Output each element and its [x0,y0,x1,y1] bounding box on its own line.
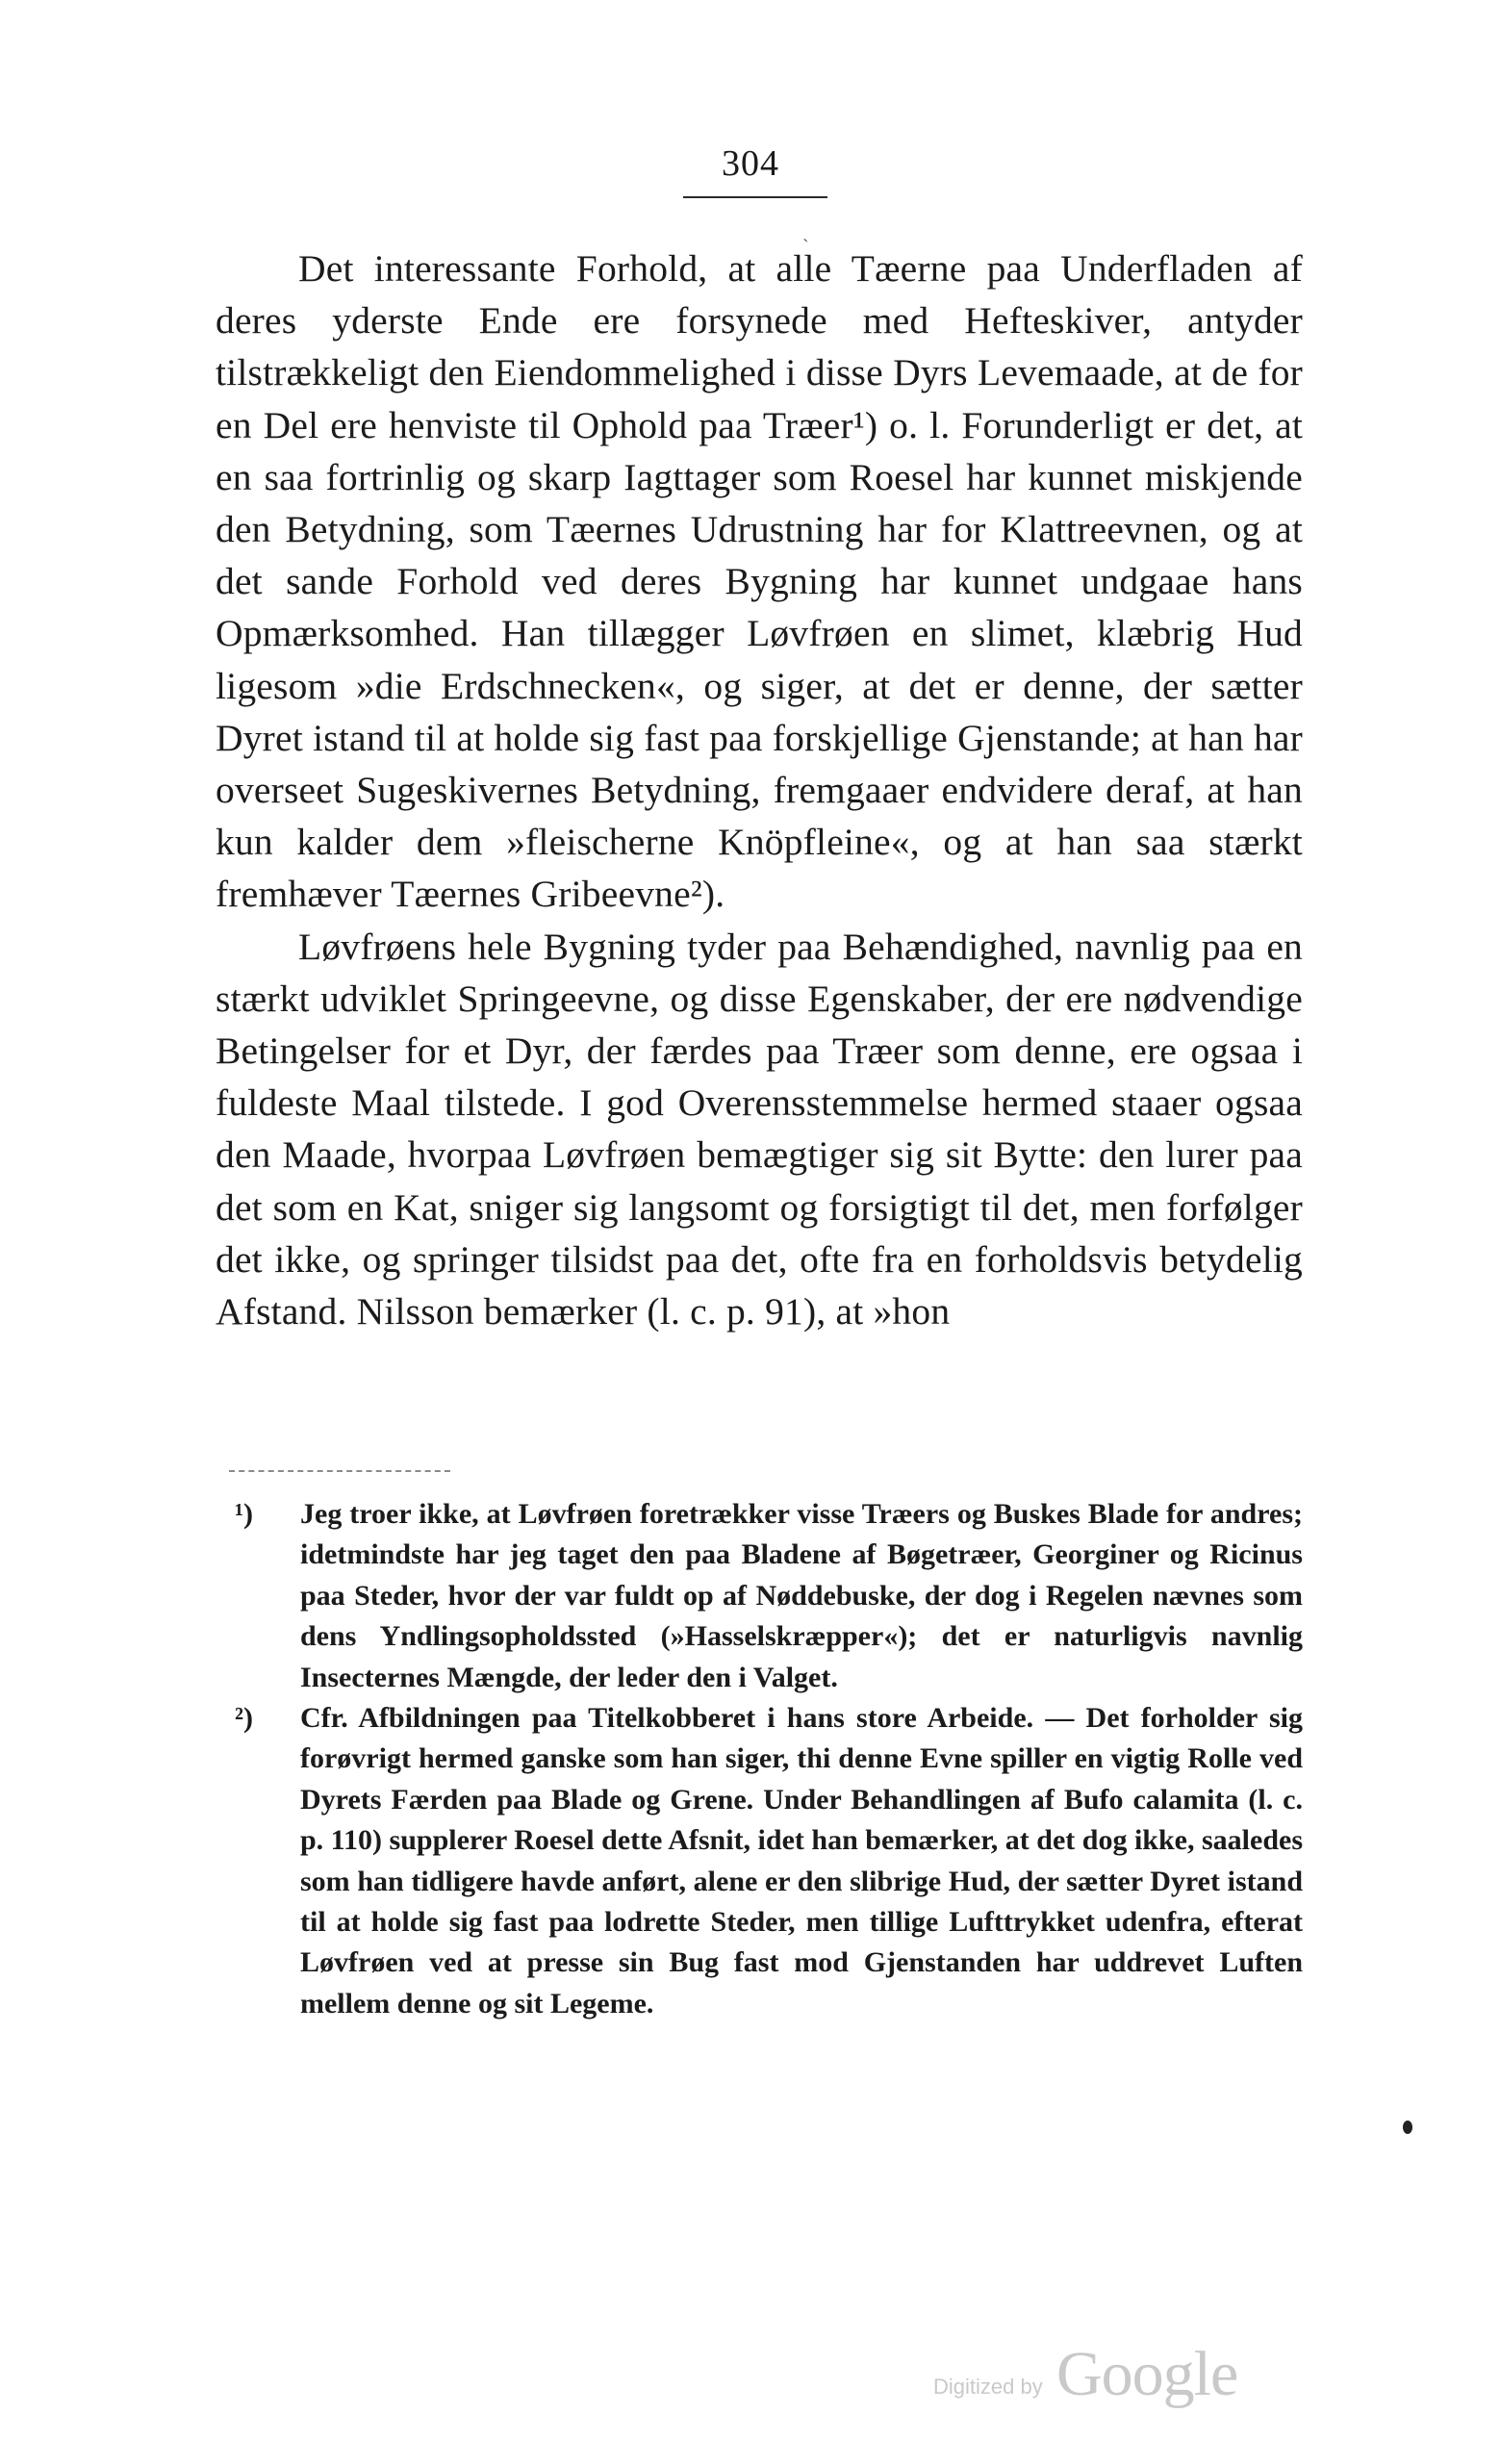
footnote-2-text: Cfr. Afbildningen paa Titelkobberet i hans store Arbeide. — Det forholder sig forøvrigt hermed ganske som han siger, thi denne Evne spiller en vigtig Rolle ved Dyrets Færden paa Blade og Grene. Under Behandlingen af Bufo calamita (l. c. p. 110) supplerer Roesel dette Afsnit, idet han bemærker, at det dog ikke, saaledes som han tidligere havde anført, alene er den slibrige Hud, der sætter Dyret istand til at holde sig fast paa lodrette Steder, men tillige Lufttrykket udenfra, efterat Løvfrøen ved at presse sin Bug fast mod Gjenstanden har uddrevet Luften mellem denne og sit Legeme. [300,1702,1303,2019]
ink-spot [1403,2121,1412,2134]
footnote-1 [235,1494,1303,1698]
watermark-logo: Google [1056,2339,1238,2409]
paragraph-1: Det interessante Forhold, at alle Tæerne paa Underfladen af deres yderste Ende ere forsynede med Hefteskiver, antyder tilstrækkeligt den Eiendommelighed i disse Dyrs Levemaade, at de for en Del ere henviste til Ophold paa Træer¹) o. l. Forunderligt er det, at en saa fortrinlig og skarp Iagttager som Roesel har kunnet miskjende den Betydning, som Tæernes Udrustning har for Klattreevnen, og at det sande Forhold ved deres Bygning har kunnet undgaae hans Opmærksomhed. Han tillægger Løvfrøen en slimet, klæbrig Hud ligesom »die Erdschnecken«, og siger, at det er denne, der sætter Dyret istand til at holde sig fast paa forskjellige Gjenstande; at han har overseet Sugeskivernes Betydning, fremgaaer endvidere deraf, at han kun kalder dem »fleischerne Knöpfleine«, og at han saa stærkt fremhæver Tæernes Gribeevne²). [216,247,1303,916]
digitization-watermark [933,2338,1251,2415]
footnote-1-marker: ¹) [235,1498,253,1530]
footnote-1-text: Jeg troer ikke, at Løvfrøen foretrækker visse Træers og Buskes Blade for andres; idetmindste har jeg taget den paa Bladene af Bøgetræer, Georginer og Ricinus paa Steder, hvor der var fuldt op af Nøddebuske, der dog i Regelen nævnes som dens Yndlingsopholdssted (»Hasselskræpper«); det er naturligvis navnlig Insecternes Mængde, der leder den i Valget. [300,1498,1303,1693]
footnote-2-marker: ²) [235,1702,253,1735]
footnotes [235,1494,1303,2024]
watermark-prefix: Digitized by [933,2375,1043,2399]
main-text [216,242,1303,1337]
page-number-rule [683,196,827,198]
footnote-2 [235,1698,1303,2024]
stray-tick-mark: ˎ [802,221,809,242]
footnote-separator [229,1470,450,1472]
paragraph-2: Løvfrøens hele Bygning tyder paa Behændighed, navnlig paa en stærkt udviklet Springeevne, og disse Egenskaber, der ere nødvendige Betingelser for et Dyr, der færdes paa Træer som denne, ere ogsaa i fuldeste Maal tilstede. I god Overensstemmelse hermed staaer ogsaa den Maade, hvorpaa Løvfrøen bemægtiger sig sit Bytte: den lurer paa det som en Kat, sniger sig langsomt og forsigtigt til det, men forfølger det ikke, og springer tilsidst paa det, ofte fra en forholdsvis betydelig Afstand. Nilsson bemærker (l. c. p. 91), at »hon [216,925,1303,1334]
page-number: 304 [722,143,779,184]
